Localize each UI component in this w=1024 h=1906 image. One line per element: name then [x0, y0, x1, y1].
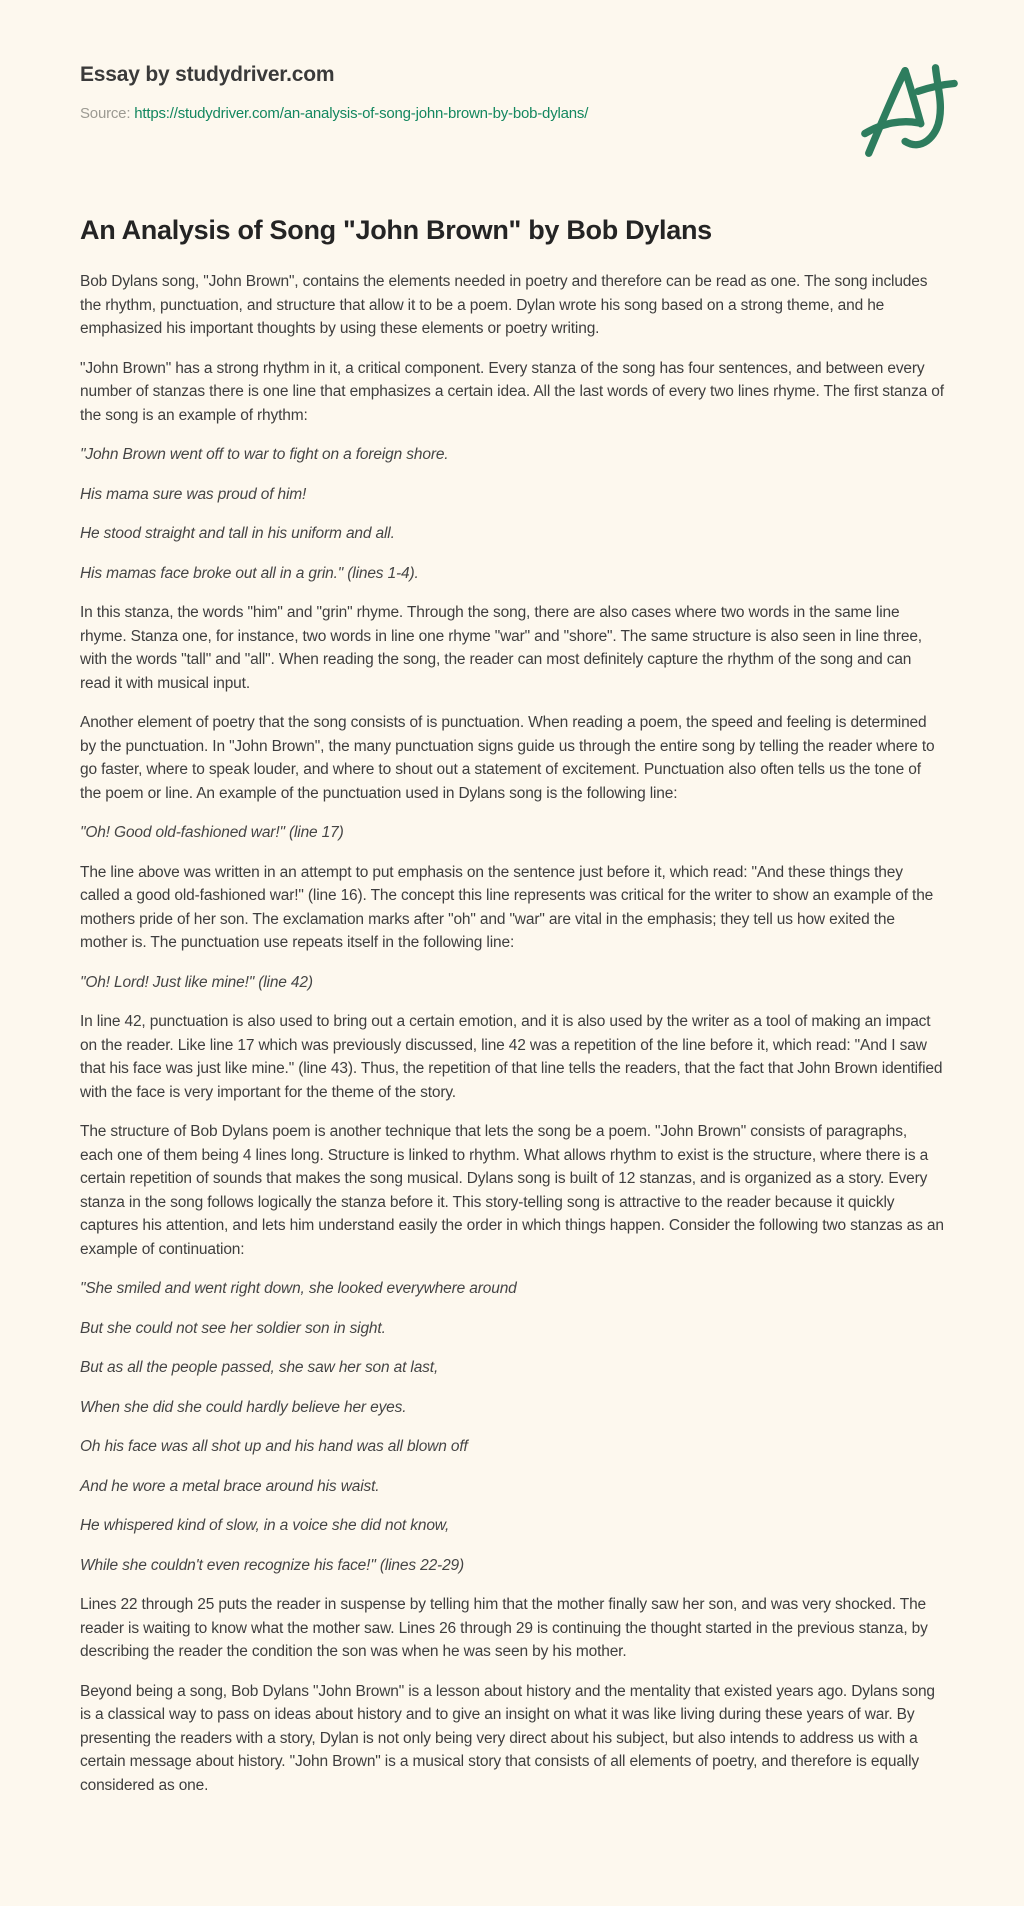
- paragraph: Another element of poetry that the song consists of is punctuation. When reading a poem, the speed and feeling is determined by the punctuation. In "John Brown", the many punctuation signs guide us through the entire song by telling the reader where to go faster, where to speak louder, and where to shout out a statement of excitement. Punctuation also often tells us the tone of the poem or line. An example of the punctuation used in Dylans song is the following line:: [80, 714, 935, 802]
- paragraph: "John Brown" has a strong rhythm in it, a critical component. Every stanza of the song has four sentences, and between every number of stanzas there is one line that emphasizes a certain idea. All the last words of every two lines rhyme. The first stanza of the song is an example of rhythm:: [80, 359, 944, 424]
- quote-line: "Oh! Good old-fashioned war!" (line 17): [80, 824, 344, 841]
- page-title: An Analysis of Song "John Brown" by Bob Dylans: [80, 215, 712, 245]
- quote-line: He whispered kind of slow, in a voice she did not know,: [80, 1517, 450, 1534]
- quote-line: Oh his face was all shot up and his hand was all blown off: [80, 1438, 468, 1455]
- a-plus-logo-icon: [856, 58, 964, 162]
- source-url-link[interactable]: https://studydriver.com/an-analysis-of-song-john-brown-by-bob-dylans/: [134, 105, 589, 122]
- studydriver-logo: [856, 58, 964, 162]
- paragraph: Beyond being a song, Bob Dylans "John Brown" is a lesson about history and the mentality that existed years ago. Dylans song is a classical way to pass on ideas about history and to give an insight on what it was like living during these years of war. By presenting the readers with a story, Dylan is not only being very direct about his subject, but also intends to address us with a certain message about history. "John Brown" is a musical story that consists of all elements of poetry, and therefore is equally considered as one.: [80, 1682, 935, 1794]
- byline: Essay by studydriver.com: [80, 63, 335, 86]
- document-header: [0, 0, 1024, 122]
- paragraph: The line above was written in an attempt to put emphasis on the sentence just before it, which read: "And these things they called a good old-fashioned war!" (line 16). The concept this line represents was critical for the writer to show an example of the mothers pride of her son. The exclamation marks after "oh" and "war" are vital in the emphasis; they tell us how exited the mother is. The punctuation use repeats itself in the following line:: [80, 863, 934, 951]
- paragraph: In line 42, punctuation is also used to bring out a certain emotion, and it is also used by the writer as a tool of making an impact on the reader. Like line 17 which was previously discussed, line 42 was a repetition of the line before it, which read: "And I saw that his face was just like mine." (line 43). Thus, the repetition of that line tells the readers, that the fact that John Brown identified with the face is very important for the theme of the story.: [80, 1013, 943, 1101]
- quote-line: And he wore a metal brace around his waist.: [80, 1477, 380, 1495]
- quote-line: His mama sure was proud of him!: [80, 485, 307, 503]
- quote-line: But she could not see her soldier son in sight.: [80, 1319, 386, 1337]
- quote-line: When she did she could hardly believe her eyes.: [80, 1398, 407, 1416]
- paragraph: In this stanza, the words "him" and "grin" rhyme. Through the song, there are also cases where two words in the same line rhyme. Stanza one, for instance, two words in line one rhyme "war" and "shore". The same structure is also seen in line three, with the words "tall" and "all". When reading the song, the reader can most definitely capture the rhythm of the song and can read it with musical input.: [80, 604, 922, 692]
- source-line: [80, 105, 944, 122]
- quote-line: His mamas face broke out all in a grin." (lines 1-4).: [80, 564, 419, 582]
- quote-line: "Oh! Lord! Just like mine!" (line 42): [80, 973, 313, 991]
- paragraph: The structure of Bob Dylans poem is another technique that lets the song be a poem. "John Brown" consists of paragraphs, each one of them being 4 lines long. Structure is linked to rhythm. What allows rhythm to exist is the structure, where there is a certain repetition of sounds that makes the song musical. Dylans song is built of 12 stanzas, and is organized as a story. Every stanza in the song follows logically the stanza before it. This story-telling song is attractive to the reader because it quickly captures his attention, and lets him understand easily the order in which things happen. Consider the following two stanzas as an example of continuation:: [80, 1123, 944, 1258]
- article-body: [80, 270, 944, 1797]
- quote-line: He stood straight and tall in his uniform and all.: [80, 525, 395, 542]
- quote-line: "She smiled and went right down, she looked everywhere around: [80, 1280, 517, 1297]
- article: [0, 214, 1024, 1853]
- paragraph: Lines 22 through 25 puts the reader in suspense by telling him that the mother finally saw her son, and was very shocked. The reader is waiting to know what the mother saw. Lines 26 through 29 is continuing the thought started in the previous stanza, by describing the reader the condition the son was when he was seen by his mother.: [80, 1596, 928, 1660]
- quote-line: But as all the people passed, she saw her son at last,: [80, 1359, 439, 1376]
- quote-line: "John Brown went off to war to fight on a foreign shore.: [80, 446, 449, 463]
- source-label: Source:: [80, 105, 131, 122]
- quote-line: While she couldn't even recognize his face!" (lines 22-29): [80, 1556, 465, 1574]
- paragraph: Bob Dylans song, "John Brown", contains the elements needed in poetry and therefore can be read as one. The song includes the rhythm, punctuation, and structure that allow it to be a poem. Dylan wrote his song based on a strong theme, and he emphasized his important thoughts by using these elements or poetry writing.: [80, 273, 928, 337]
